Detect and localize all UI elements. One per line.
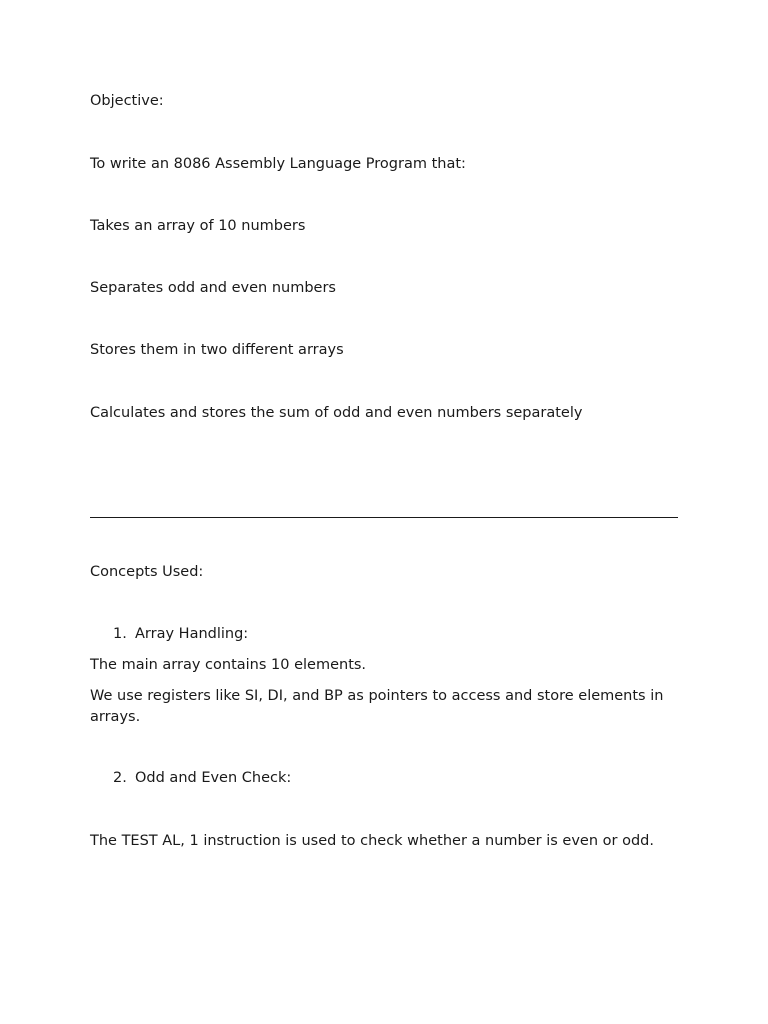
objective-item: Calculates and stores the sum of odd and even numbers separately [90,405,583,421]
objective-item: Separates odd and even numbers [90,280,336,296]
horizontal-divider [90,517,678,518]
numbered-section-title [113,624,248,645]
paragraph: We use registers like SI, DI, and BP as pointers to access and store elements in arrays. [90,688,664,725]
objective-heading: Objective: [90,93,164,109]
paragraph: The TEST AL, 1 instruction is used to check whether a number is even or odd. [90,833,654,849]
objective-item: Stores them in two different arrays [90,342,344,358]
section-title-text: Array Handling: [135,626,249,642]
concepts-heading: Concepts Used: [90,564,204,580]
list-number: 2. [113,770,127,786]
document-page [90,0,678,1024]
numbered-section-title [113,768,291,789]
paragraph: The main array contains 10 elements. [90,657,367,673]
list-number: 1. [113,626,127,642]
section-title-text: Odd and Even Check: [135,770,292,786]
objective-intro: To write an 8086 Assembly Language Program that: [90,156,466,172]
objective-item: Takes an array of 10 numbers [90,218,306,234]
